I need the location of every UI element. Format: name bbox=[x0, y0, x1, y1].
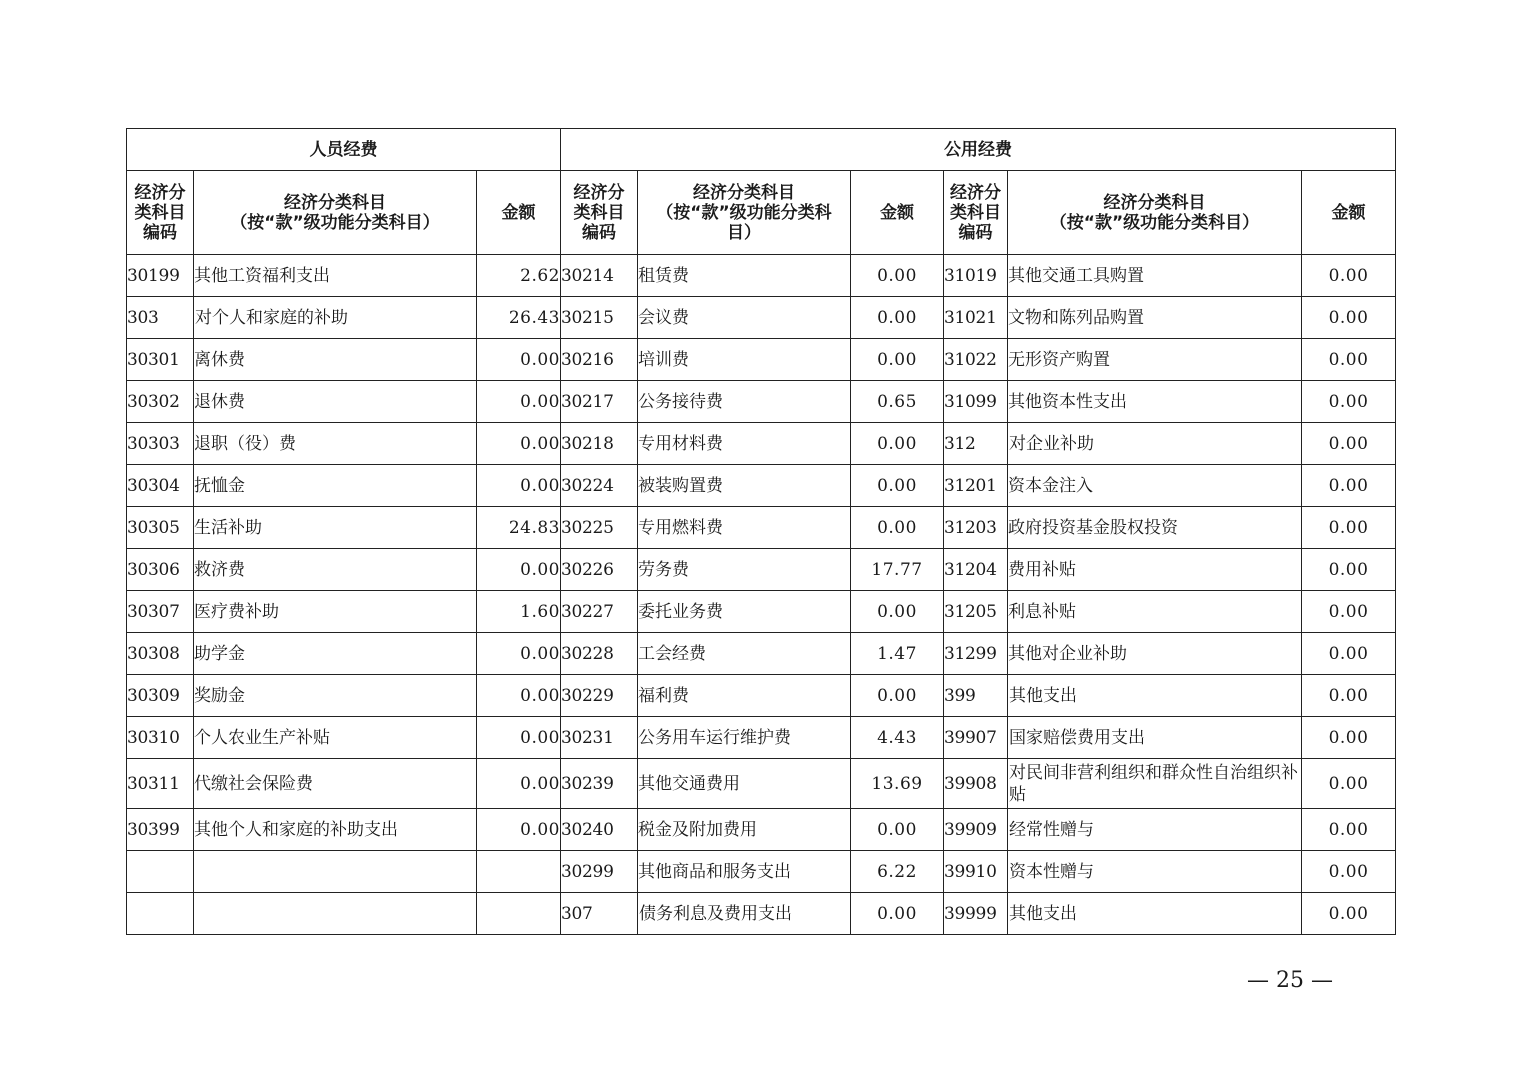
category-cell: 培训费 bbox=[638, 339, 851, 381]
code-cell: 31205 bbox=[944, 591, 1008, 633]
category-cell: 被装购置费 bbox=[638, 465, 851, 507]
code-cell: 30306 bbox=[127, 549, 194, 591]
category-cell: 其他个人和家庭的补助支出 bbox=[194, 809, 477, 851]
category-cell: 会议费 bbox=[638, 297, 851, 339]
amount-cell: 0.00 bbox=[477, 381, 561, 423]
amount-cell: 0.00 bbox=[1302, 717, 1396, 759]
code-cell: 30240 bbox=[561, 809, 638, 851]
amount-cell: 0.00 bbox=[851, 339, 944, 381]
category-cell: 生活补助 bbox=[194, 507, 477, 549]
code-cell: 39907 bbox=[944, 717, 1008, 759]
code-cell: 312 bbox=[944, 423, 1008, 465]
category-cell: 债务利息及费用支出 bbox=[638, 893, 851, 935]
category-cell: 专用燃料费 bbox=[638, 507, 851, 549]
category-cell: 奖励金 bbox=[194, 675, 477, 717]
code-cell: 31019 bbox=[944, 255, 1008, 297]
public-expense-header: 公用经费 bbox=[561, 129, 1396, 171]
amount-cell: 0.00 bbox=[477, 675, 561, 717]
code-cell: 39910 bbox=[944, 851, 1008, 893]
code-cell: 30309 bbox=[127, 675, 194, 717]
table-row bbox=[127, 297, 1396, 339]
category-cell: 个人农业生产补贴 bbox=[194, 717, 477, 759]
category-cell: 其他对企业补助 bbox=[1008, 633, 1302, 675]
category-cell: 公务接待费 bbox=[638, 381, 851, 423]
amount-cell: 0.00 bbox=[851, 675, 944, 717]
code-cell bbox=[127, 851, 194, 893]
code-cell: 31203 bbox=[944, 507, 1008, 549]
category-cell: 助学金 bbox=[194, 633, 477, 675]
code-cell: 31201 bbox=[944, 465, 1008, 507]
category-cell: 公务用车运行维护费 bbox=[638, 717, 851, 759]
code-cell: 39908 bbox=[944, 759, 1008, 809]
code-cell: 30215 bbox=[561, 297, 638, 339]
amount-cell: 0.00 bbox=[851, 507, 944, 549]
amount-cell: 0.00 bbox=[1302, 507, 1396, 549]
table-row bbox=[127, 465, 1396, 507]
amount-cell: 4.43 bbox=[851, 717, 944, 759]
code-cell: 30228 bbox=[561, 633, 638, 675]
amount-cell: 0.00 bbox=[851, 591, 944, 633]
amount-cell: 0.00 bbox=[1302, 339, 1396, 381]
amount-cell: 0.00 bbox=[1302, 759, 1396, 809]
amount-cell: 0.00 bbox=[851, 255, 944, 297]
table-row bbox=[127, 255, 1396, 297]
code-cell: 30311 bbox=[127, 759, 194, 809]
amount-cell: 0.00 bbox=[477, 339, 561, 381]
amount-cell bbox=[477, 893, 561, 935]
code-cell: 30304 bbox=[127, 465, 194, 507]
category-cell: 福利费 bbox=[638, 675, 851, 717]
category-column-header: 经济分类科目 （按“款”级功能分类科目） bbox=[194, 171, 477, 255]
code-column-header: 经济分 类科目 编码 bbox=[561, 171, 638, 255]
code-cell: 31204 bbox=[944, 549, 1008, 591]
code-cell: 30305 bbox=[127, 507, 194, 549]
amount-cell: 17.77 bbox=[851, 549, 944, 591]
category-cell: 对民间非营利组织和群众性自治组织补贴 bbox=[1008, 759, 1302, 809]
code-cell bbox=[127, 893, 194, 935]
code-cell: 30303 bbox=[127, 423, 194, 465]
table-row bbox=[127, 549, 1396, 591]
amount-cell: 1.47 bbox=[851, 633, 944, 675]
category-column-header: 经济分类科目 （按“款”级功能分类科 目） bbox=[638, 171, 851, 255]
amount-cell: 0.00 bbox=[1302, 423, 1396, 465]
category-cell: 对个人和家庭的补助 bbox=[194, 297, 477, 339]
amount-cell: 0.00 bbox=[477, 423, 561, 465]
amount-cell: 1.60 bbox=[477, 591, 561, 633]
category-cell: 经常性赠与 bbox=[1008, 809, 1302, 851]
amount-cell bbox=[477, 851, 561, 893]
amount-cell: 0.00 bbox=[1302, 381, 1396, 423]
table-row bbox=[127, 893, 1396, 935]
amount-column-header: 金额 bbox=[1302, 171, 1396, 255]
amount-cell: 0.00 bbox=[1302, 893, 1396, 935]
table-row bbox=[127, 633, 1396, 675]
amount-cell: 0.00 bbox=[851, 423, 944, 465]
code-cell: 30301 bbox=[127, 339, 194, 381]
expenditure-table bbox=[126, 128, 1396, 935]
code-cell: 31299 bbox=[944, 633, 1008, 675]
amount-cell: 24.83 bbox=[477, 507, 561, 549]
table-row bbox=[127, 809, 1396, 851]
category-cell: 其他交通工具购置 bbox=[1008, 255, 1302, 297]
code-cell: 30307 bbox=[127, 591, 194, 633]
code-cell: 30226 bbox=[561, 549, 638, 591]
amount-cell: 2.62 bbox=[477, 255, 561, 297]
table-row bbox=[127, 759, 1396, 809]
amount-cell: 0.00 bbox=[851, 893, 944, 935]
amount-cell: 6.22 bbox=[851, 851, 944, 893]
code-cell: 30239 bbox=[561, 759, 638, 809]
category-cell: 专用材料费 bbox=[638, 423, 851, 465]
code-cell: 39909 bbox=[944, 809, 1008, 851]
column-header-row bbox=[127, 171, 1396, 255]
code-cell: 30225 bbox=[561, 507, 638, 549]
code-cell: 30224 bbox=[561, 465, 638, 507]
amount-cell: 0.00 bbox=[1302, 591, 1396, 633]
amount-cell: 0.00 bbox=[1302, 549, 1396, 591]
code-cell: 30308 bbox=[127, 633, 194, 675]
amount-cell: 0.00 bbox=[477, 717, 561, 759]
category-cell: 无形资产购置 bbox=[1008, 339, 1302, 381]
category-cell: 政府投资基金股权投资 bbox=[1008, 507, 1302, 549]
table-row bbox=[127, 591, 1396, 633]
code-cell: 30227 bbox=[561, 591, 638, 633]
category-cell: 租赁费 bbox=[638, 255, 851, 297]
amount-cell: 0.65 bbox=[851, 381, 944, 423]
code-cell: 30231 bbox=[561, 717, 638, 759]
category-cell: 利息补贴 bbox=[1008, 591, 1302, 633]
category-cell: 其他支出 bbox=[1008, 675, 1302, 717]
amount-cell: 0.00 bbox=[1302, 675, 1396, 717]
category-cell bbox=[194, 851, 477, 893]
category-cell: 税金及附加费用 bbox=[638, 809, 851, 851]
code-cell: 31021 bbox=[944, 297, 1008, 339]
page-number: — 25 — bbox=[1247, 968, 1333, 993]
amount-cell: 0.00 bbox=[1302, 633, 1396, 675]
amount-cell: 0.00 bbox=[851, 297, 944, 339]
amount-cell: 0.00 bbox=[477, 465, 561, 507]
category-cell: 其他支出 bbox=[1008, 893, 1302, 935]
category-cell: 其他工资福利支出 bbox=[194, 255, 477, 297]
amount-cell: 0.00 bbox=[477, 809, 561, 851]
category-cell: 劳务费 bbox=[638, 549, 851, 591]
code-cell: 30217 bbox=[561, 381, 638, 423]
category-cell: 文物和陈列品购置 bbox=[1008, 297, 1302, 339]
code-cell: 30214 bbox=[561, 255, 638, 297]
category-cell: 救济费 bbox=[194, 549, 477, 591]
category-cell: 退休费 bbox=[194, 381, 477, 423]
amount-column-header: 金额 bbox=[477, 171, 561, 255]
category-cell: 其他资本性支出 bbox=[1008, 381, 1302, 423]
amount-cell: 0.00 bbox=[1302, 851, 1396, 893]
amount-cell: 13.69 bbox=[851, 759, 944, 809]
category-cell: 费用补贴 bbox=[1008, 549, 1302, 591]
amount-cell: 26.43 bbox=[477, 297, 561, 339]
category-cell: 代缴社会保险费 bbox=[194, 759, 477, 809]
code-column-header: 经济分 类科目 编码 bbox=[944, 171, 1008, 255]
code-cell: 30199 bbox=[127, 255, 194, 297]
amount-cell: 0.00 bbox=[1302, 297, 1396, 339]
category-cell: 离休费 bbox=[194, 339, 477, 381]
category-cell: 工会经费 bbox=[638, 633, 851, 675]
category-cell: 委托业务费 bbox=[638, 591, 851, 633]
amount-cell: 0.00 bbox=[477, 633, 561, 675]
code-cell: 30218 bbox=[561, 423, 638, 465]
code-cell: 30310 bbox=[127, 717, 194, 759]
amount-cell: 0.00 bbox=[477, 549, 561, 591]
category-cell: 资本金注入 bbox=[1008, 465, 1302, 507]
category-cell: 抚恤金 bbox=[194, 465, 477, 507]
code-cell: 303 bbox=[127, 297, 194, 339]
category-column-header: 经济分类科目 （按“款”级功能分类科目） bbox=[1008, 171, 1302, 255]
section-header-row bbox=[127, 129, 1396, 171]
code-cell: 31099 bbox=[944, 381, 1008, 423]
code-cell: 31022 bbox=[944, 339, 1008, 381]
amount-cell: 0.00 bbox=[1302, 465, 1396, 507]
amount-cell: 0.00 bbox=[1302, 255, 1396, 297]
category-cell: 国家赔偿费用支出 bbox=[1008, 717, 1302, 759]
code-cell: 39999 bbox=[944, 893, 1008, 935]
table-row bbox=[127, 507, 1396, 549]
table-row bbox=[127, 423, 1396, 465]
category-cell: 医疗费补助 bbox=[194, 591, 477, 633]
category-cell bbox=[194, 893, 477, 935]
code-cell: 30216 bbox=[561, 339, 638, 381]
code-cell: 30229 bbox=[561, 675, 638, 717]
amount-column-header: 金额 bbox=[851, 171, 944, 255]
category-cell: 其他商品和服务支出 bbox=[638, 851, 851, 893]
code-column-header: 经济分 类科目 编码 bbox=[127, 171, 194, 255]
code-cell: 30302 bbox=[127, 381, 194, 423]
table-row bbox=[127, 339, 1396, 381]
amount-cell: 0.00 bbox=[477, 759, 561, 809]
code-cell: 399 bbox=[944, 675, 1008, 717]
amount-cell: 0.00 bbox=[1302, 809, 1396, 851]
table-row bbox=[127, 675, 1396, 717]
table-row bbox=[127, 851, 1396, 893]
amount-cell: 0.00 bbox=[851, 465, 944, 507]
category-cell: 资本性赠与 bbox=[1008, 851, 1302, 893]
category-cell: 退职（役）费 bbox=[194, 423, 477, 465]
amount-cell: 0.00 bbox=[851, 809, 944, 851]
table-row bbox=[127, 717, 1396, 759]
category-cell: 其他交通费用 bbox=[638, 759, 851, 809]
code-cell: 307 bbox=[561, 893, 638, 935]
table-row bbox=[127, 381, 1396, 423]
code-cell: 30299 bbox=[561, 851, 638, 893]
code-cell: 30399 bbox=[127, 809, 194, 851]
category-cell: 对企业补助 bbox=[1008, 423, 1302, 465]
personnel-expense-header: 人员经费 bbox=[127, 129, 561, 171]
